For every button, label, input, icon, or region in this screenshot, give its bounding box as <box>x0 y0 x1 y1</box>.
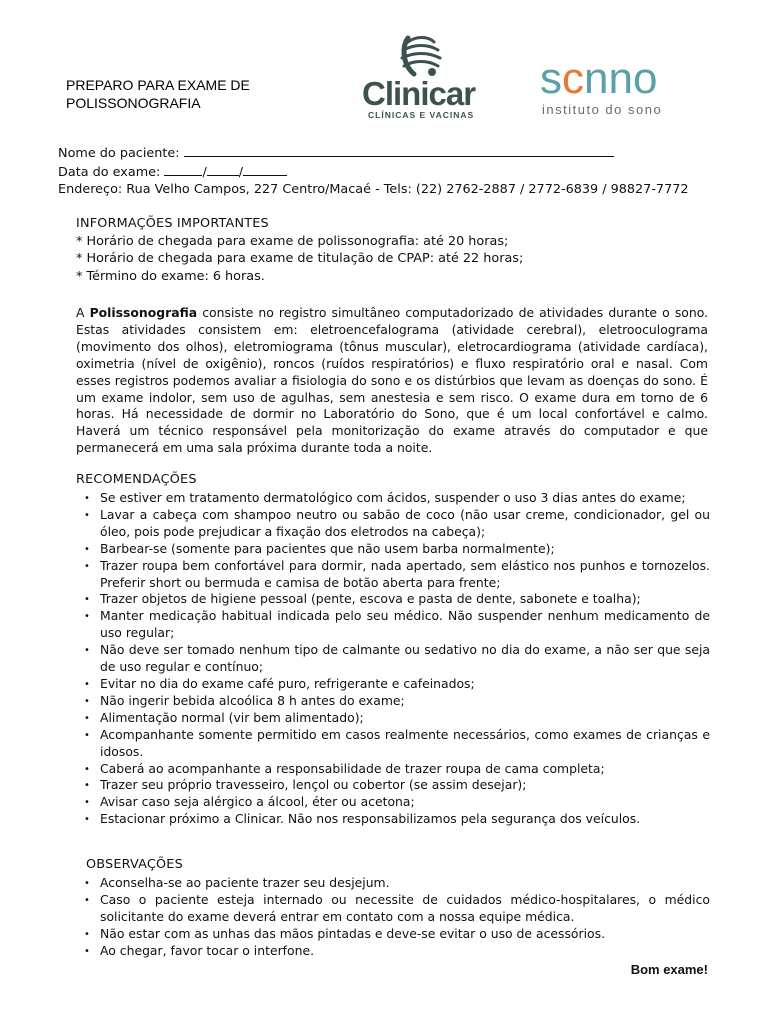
list-item <box>84 892 710 926</box>
list-item-text: Barbear-se (somente para pacientes que não usem barba normalmente); <box>100 540 555 556</box>
list-item-text: Alimentação normal (vir bem alimentado); <box>100 709 364 725</box>
list-item-text: Avisar caso seja alérgico a álcool, éter ou acetona; <box>100 794 415 810</box>
list-item <box>84 875 710 892</box>
list-item-text: Manter medicação habitual indicada pelo seu médico. Não suspender nenhum medicamento de uso regular; <box>100 608 710 641</box>
list-item <box>84 591 710 608</box>
list-item-text: Caso o paciente esteja internado ou necessite de cuidados médico-hospitalares, o médico solicitante do exame deverá entrar em contato com a nossa equipe médica. <box>100 891 710 924</box>
list-item <box>84 811 710 828</box>
exam-month-line[interactable] <box>207 163 239 176</box>
exam-year-line[interactable] <box>243 163 287 176</box>
exam-date-row <box>58 163 689 182</box>
list-item-text: Trazer seu próprio travesseiro, lençol ou cobertor (se assim desejar); <box>100 777 527 793</box>
bullet-icon: • <box>84 729 90 741</box>
list-item <box>84 642 710 676</box>
list-item-text: Aconselha-se ao paciente trazer seu desjejum. <box>100 875 390 890</box>
info-item: * Término do exame: 6 horas. <box>76 268 265 284</box>
list-item-text: Não estar com as unhas das mãos pintadas e deve-se evitar o uso de acessórios. <box>100 925 606 941</box>
bullet-icon: • <box>84 878 90 889</box>
list-item-text: Ao chegar, favor tocar o interfone. <box>100 942 315 958</box>
bullet-icon: • <box>84 560 90 572</box>
list-item <box>84 490 710 507</box>
clinicar-tagline: CLÍNICAS E VACINAS <box>368 110 475 120</box>
title-line-2: POLISSONOGRAFIA <box>66 95 201 111</box>
bullet-icon: • <box>84 928 90 940</box>
intro-bold-term: Polissonografia <box>89 305 198 320</box>
patient-name-line[interactable] <box>184 144 614 157</box>
recommendations-list <box>84 490 710 828</box>
list-item <box>84 541 710 558</box>
title-line-1: PREPARO PARA EXAME DE <box>66 77 250 93</box>
list-item-text: Se estiver em tratamento dermatológico com ácidos, suspender o uso 3 dias antes do exame; <box>100 490 686 505</box>
bullet-icon: • <box>84 645 90 657</box>
bullet-icon: • <box>84 763 90 775</box>
list-item <box>84 727 710 761</box>
bullet-icon: • <box>84 594 90 606</box>
important-info <box>76 215 523 285</box>
patient-fields <box>58 144 689 199</box>
observations-list <box>84 875 710 960</box>
bullet-icon: • <box>84 509 90 521</box>
bullet-icon: • <box>84 611 90 623</box>
date-separator: / <box>202 164 207 180</box>
list-item-text: Trazer objetos de higiene pessoal (pente, escova e pasta de dente, sabonete e toalha); <box>100 591 641 607</box>
list-item <box>84 558 710 592</box>
list-item-text: Lavar a cabeça com shampoo neutro ou sabão de coco (não usar creme, condicionador, gel ou óleo, pois pode prejudicar a fixação dos eletrodos na cabeça); <box>100 506 710 539</box>
list-item <box>84 777 710 794</box>
list-item <box>84 926 710 943</box>
list-item-text: Não ingerir bebida alcoólica 8 h antes do exame; <box>100 692 405 708</box>
address-row: Endereço: Rua Velho Campos, 227 Centro/Macaé - Tels: (22) 2762-2887 / 2772-6839 / 98827-7772 <box>58 182 689 197</box>
list-item-text: Não deve ser tomado nenhum tipo de calmante ou sedativo no dia do exame, a não ser que seja de uso regular e contínuo; <box>100 642 710 675</box>
list-item <box>84 693 710 710</box>
bullet-icon: • <box>84 945 90 957</box>
clinicar-wordmark: Clinicar <box>362 75 476 112</box>
list-item <box>84 676 710 693</box>
exam-day-line[interactable] <box>164 163 202 176</box>
closing-text: Bom exame! <box>630 962 708 977</box>
bullet-icon: • <box>84 712 90 724</box>
bullet-icon: • <box>84 493 90 504</box>
list-item-text: Caberá ao acompanhante a responsabilidade de trazer roupa de cama completa; <box>100 760 605 776</box>
patient-name-label: Nome do paciente: <box>58 146 180 161</box>
list-item-text: Trazer roupa bem confortável para dormir, nada apertado, sem elástico nos punhos e tornozelos. Preferir short ou bermuda e camisa de botão aberta para frente; <box>100 557 710 590</box>
bullet-icon: • <box>84 780 90 792</box>
list-item <box>84 761 710 778</box>
bullet-icon: • <box>84 678 90 690</box>
info-item: * Horário de chegada para exame de polissonografia: até 20 horas; <box>76 233 509 249</box>
observations-heading: OBSERVAÇÕES <box>86 857 183 872</box>
sonno-logo <box>540 54 700 122</box>
sonno-wordmark: scnno <box>540 54 658 103</box>
patient-name-row <box>58 144 689 163</box>
important-info-heading: INFORMAÇÕES IMPORTANTES <box>76 216 269 231</box>
bullet-icon: • <box>84 695 90 707</box>
bullet-icon: • <box>84 814 90 826</box>
document-title <box>66 76 250 112</box>
list-item <box>84 794 710 811</box>
bullet-icon: • <box>84 543 90 555</box>
list-item-text: Evitar no dia do exame café puro, refrigerante e cafeinados; <box>100 675 475 691</box>
list-item <box>84 507 710 541</box>
clinicar-logo <box>358 30 493 122</box>
intro-text: consiste no registro simultâneo computadorizado de atividades durante o sono. Estas atividades consistem em: eletroencefalograma (atividade cerebral), eletrooculograma (movimento dos olhos), eletromiograma (tônus muscular), eletrocardiograma (atividade cardíaca), oximetria (nível de oxigênio), roncos (ruídos respiratórios) e fluxo respiratório oral e nasal. Com esses registros podemos avaliar a fisiologia do sono e os distúrbios que levam as doenças do sono. É um exame indolor, sem uso de agulhas, sem anestesia e sem risco. O exame dura em torno de 6 horas. Há necessidade de dormir no Laboratório do Sono, que é um local confortável e calmo. Haverá um técnico responsável pela monitorização do exame através do computador e que permanecerá em uma sala próxima durante toda a noite. <box>76 305 709 456</box>
intro-prefix: A <box>76 305 90 320</box>
intro-paragraph <box>76 305 708 457</box>
date-separator: / <box>238 164 244 180</box>
info-item: * Horário de chegada para exame de titulação de CPAP: até 22 horas; <box>76 251 524 266</box>
list-item <box>84 710 710 727</box>
list-item-text: Acompanhante somente permitido em casos realmente necessários, como exames de crianças e idosos. <box>100 726 710 759</box>
sonno-tagline: instituto do sono <box>542 102 663 117</box>
list-item <box>84 943 710 960</box>
list-item-text: Estacionar próximo a Clinicar. Não nos responsabilizamos pela segurança dos veículos. <box>100 811 641 827</box>
bullet-icon: • <box>84 894 90 906</box>
bullet-icon: • <box>84 797 90 809</box>
recommendations-heading: RECOMENDAÇÕES <box>76 472 197 487</box>
exam-date-label: Data do exame: <box>58 164 161 180</box>
list-item <box>84 608 710 642</box>
